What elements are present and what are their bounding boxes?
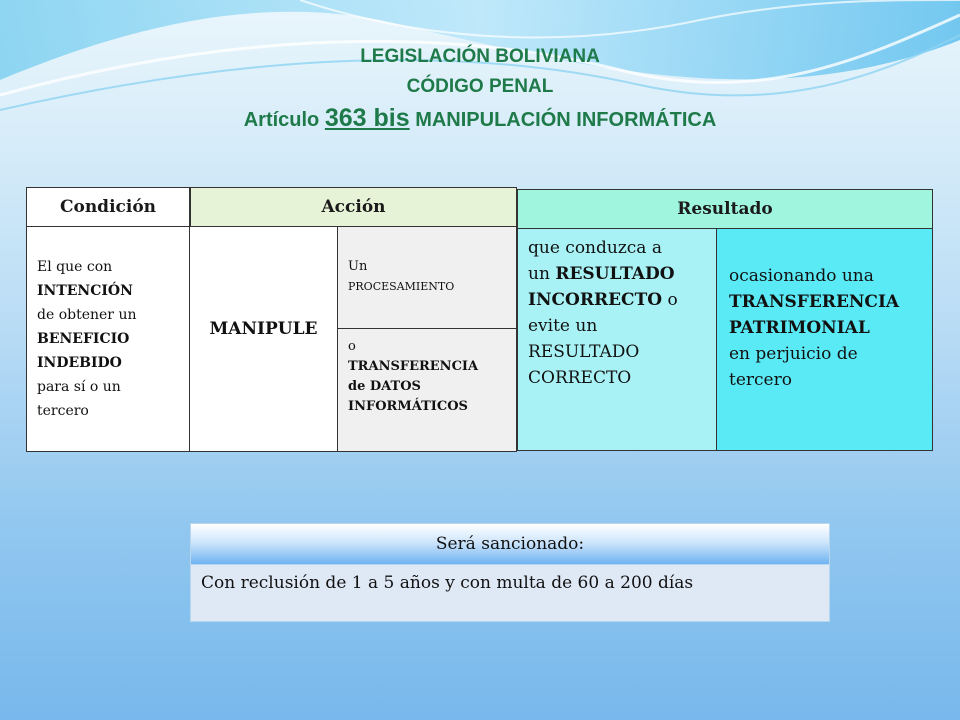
resultado1-line6: CORRECTO — [528, 368, 632, 388]
title-codigo-penal: CÓDIGO PENAL — [406, 76, 554, 97]
accion-verb-cell — [190, 227, 338, 452]
accion-option1-b: PROCESAMIENTO — [348, 280, 455, 293]
condicion-cell — [26, 227, 190, 452]
sancion-header: Será sancionado: — [190, 523, 830, 565]
accion-option2-c: de DATOS — [348, 379, 421, 394]
condicion-line1: El que con — [37, 259, 113, 275]
resultado1-line5: RESULTADO — [528, 342, 640, 362]
accion-option1-cell — [338, 227, 517, 329]
resultado1-incorrecto: INCORRECTO — [528, 290, 663, 310]
accion-option2-cell — [338, 329, 517, 452]
header-resultado — [517, 189, 933, 229]
resultado2-line5: tercero — [729, 370, 792, 390]
resultado2-transferencia: TRANSFERENCIA — [729, 292, 900, 312]
resultado1-un: un — [528, 264, 550, 284]
title-legislacion: LEGISLACIÓN BOLIVIANA — [360, 46, 600, 67]
title-articulo — [0, 104, 960, 133]
resultado1-line4: evite un — [528, 316, 598, 336]
condicion-line6: para sí o un — [37, 379, 121, 395]
accion-option1-a: Un — [348, 259, 368, 274]
articulo-prefix: Artículo — [243, 109, 320, 131]
header-accion-label: Acción — [321, 197, 386, 217]
resultado2-line1: ocasionando una — [729, 266, 874, 286]
header-condicion — [26, 187, 190, 227]
resultado1-line2 — [528, 261, 716, 287]
sancion-body: Con reclusión de 1 a 5 años y con multa de 60 a 200 días — [190, 565, 830, 622]
header-resultado-label: Resultado — [677, 199, 773, 219]
accion-option2-b: TRANSFERENCIA — [348, 359, 479, 374]
condicion-intencion: INTENCIÓN — [37, 283, 133, 299]
accion-option2-d: INFORMÁTICOS — [348, 399, 468, 414]
header-accion — [190, 187, 517, 227]
resultado2-patrimonial: PATRIMONIAL — [729, 318, 870, 338]
condicion-line7: tercero — [37, 403, 89, 419]
resultado1-line3 — [528, 287, 716, 313]
resultado1-line1: que conduzca a — [528, 238, 662, 258]
header-condicion-label: Condición — [59, 197, 157, 217]
articulo-suffix: MANIPULACIÓN INFORMÁTICA — [415, 109, 717, 131]
condicion-indebido: INDEBIDO — [37, 355, 122, 371]
articulo-number: 363 bis — [324, 104, 410, 132]
resultado2-line4: en perjuicio de — [729, 344, 858, 364]
resultado1-resultado-bold: RESULTADO — [555, 264, 675, 284]
resultado2-cell — [717, 229, 933, 451]
accion-option2-a: o — [348, 339, 356, 354]
accion-verb: MANIPULE — [209, 319, 318, 339]
condicion-line3: de obtener un — [37, 307, 137, 323]
resultado1-cell — [517, 229, 717, 451]
resultado1-o: o — [667, 290, 678, 310]
condicion-beneficio: BENEFICIO — [37, 331, 130, 347]
